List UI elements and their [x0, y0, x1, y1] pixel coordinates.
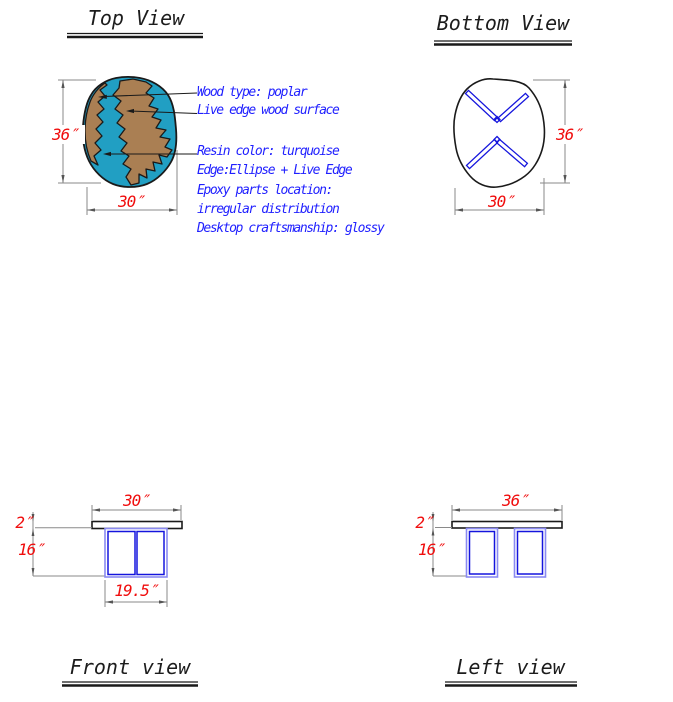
dim-arrow — [32, 568, 35, 576]
leg-outer-shape — [105, 529, 167, 578]
dim-label-left-width: 36″ — [502, 491, 528, 510]
dim-arrow — [61, 175, 64, 183]
dim-label-front-thickness: 2″ — [15, 513, 33, 532]
dim-arrow — [432, 568, 435, 576]
dim-arrow — [105, 600, 113, 603]
view-title-front: Front view — [69, 655, 191, 679]
dim-label-front-leg-span: 19.5″ — [114, 581, 158, 600]
dim-label-top-width: 30″ — [118, 192, 144, 211]
dim-label-bottom-width: 30″ — [488, 192, 514, 211]
dim-label-left-leg-height: 16″ — [418, 540, 444, 559]
dim-arrow — [159, 600, 167, 603]
dim-arrow — [563, 175, 566, 183]
tabletop-shape — [452, 522, 562, 529]
dim-label-front-width: 30″ — [123, 491, 149, 510]
annotation-resin-color: Resin color: turquoise — [197, 144, 339, 159]
dim-arrow — [455, 208, 463, 211]
view-title-bottom: Bottom View — [436, 11, 570, 35]
annotation-craftsmanship: Desktop craftsmanship: glossy — [197, 221, 384, 236]
dim-arrow — [169, 208, 177, 211]
dim-arrow — [536, 208, 544, 211]
dim-label-top-height: 36″ — [45, 125, 85, 144]
tabletop-shape — [92, 522, 182, 529]
dim-label-front-leg-height: 16″ — [18, 540, 44, 559]
annotation-epoxy-location: Epoxy parts location: — [197, 183, 332, 198]
leg-outer-shape — [515, 529, 546, 578]
dim-arrow — [92, 508, 100, 511]
dim-label-bottom-height: 36″ — [548, 125, 590, 144]
annotation-epoxy-distribution: irregular distribution — [197, 202, 339, 217]
annotation-live-edge: Live edge wood surface — [197, 103, 339, 118]
annotation-edge-style: Edge:Ellipse + Live Edge — [197, 163, 352, 178]
view-title-left: Left view — [456, 655, 565, 679]
dim-arrow — [452, 508, 460, 511]
leg-outer-shape — [467, 529, 498, 578]
dim-arrow — [87, 208, 95, 211]
view-title-top: Top View — [87, 6, 185, 30]
dim-arrow — [61, 80, 64, 88]
dim-arrow — [563, 80, 566, 88]
dim-label-left-thickness: 2″ — [415, 513, 433, 532]
dim-arrow — [554, 508, 562, 511]
annotation-wood-type: Wood type: poplar — [197, 85, 307, 100]
dim-arrow — [173, 508, 181, 511]
